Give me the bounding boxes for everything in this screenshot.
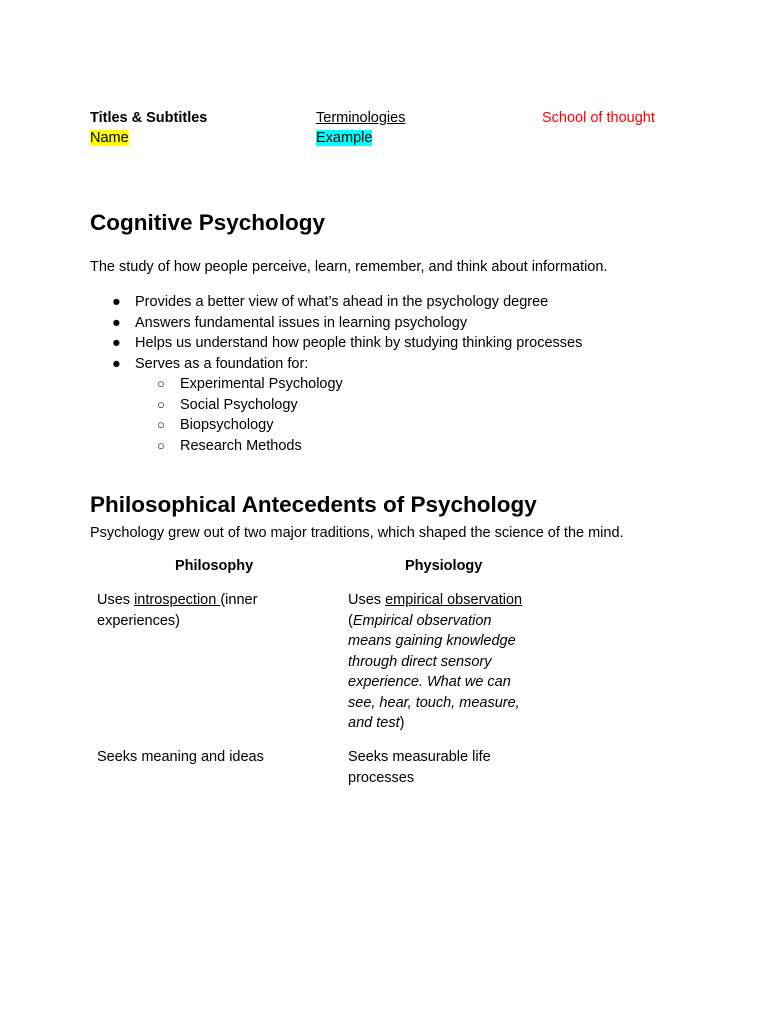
- legend-col-terminologies: [316, 108, 405, 148]
- table-cell-philosophy-goal: Seeks meaning and ideas: [97, 749, 264, 765]
- sub-list-item-text: Research Methods: [180, 437, 302, 454]
- list-item-text: Helps us understand how people think by studying thinking processes: [135, 335, 583, 351]
- table-cell-physiology-goal: Seeks measurable life processes: [348, 749, 491, 786]
- cell-text: Uses: [348, 592, 386, 608]
- empirical-definition: Empirical observation means gaining knowledge through direct sensory experience. What we can see, hear, touch, measure, and test: [348, 612, 520, 731]
- bullet-circle-icon: ○: [157, 437, 165, 453]
- table-cell-physiology-method: [348, 590, 538, 734]
- table-cell-philosophy-method: [97, 590, 287, 631]
- section-title-philosophical: Philosophical Antecedents of Psychology: [90, 492, 537, 517]
- bullet-circle-icon: ○: [157, 417, 165, 432]
- legend-col-school: [542, 108, 655, 128]
- list-item: [90, 313, 582, 334]
- list-item: [90, 333, 582, 354]
- list-item-text: Provides a better view of what’s ahead in the psychology degree: [135, 294, 549, 310]
- list-item: [90, 354, 582, 457]
- sub-list-item-text: Biopsychology: [180, 417, 274, 433]
- list-item-text: Answers fundamental issues in learning psychology: [135, 314, 468, 331]
- cognitive-bullet-list: [90, 292, 582, 456]
- legend-name: Name: [90, 130, 129, 146]
- philosophical-intro: Psychology grew out of two major traditions, which shaped the science of the mind.: [90, 525, 624, 541]
- sub-list-item-text: Experimental Psychology: [180, 376, 343, 392]
- sub-list-item: [90, 436, 582, 457]
- table-header-physiology: Physiology: [405, 558, 483, 574]
- cell-text: (: [348, 612, 353, 629]
- legend-school-of-thought: School of thought: [542, 110, 655, 126]
- bullet-circle-icon: ○: [157, 376, 165, 391]
- cognitive-definition: The study of how people perceive, learn, remember, and think about information.: [90, 259, 608, 275]
- cell-text: Uses: [97, 592, 135, 608]
- cell-text: (inner experiences): [97, 592, 258, 629]
- bullet-dot-icon: ●: [112, 335, 121, 351]
- bullet-dot-icon: ●: [112, 314, 121, 331]
- legend-terminologies: Terminologies: [316, 110, 406, 126]
- bullet-dot-icon: ●: [112, 355, 121, 372]
- legend-example: Example: [316, 130, 373, 146]
- sub-list-item: [90, 374, 582, 395]
- legend-col-titles: [90, 108, 207, 148]
- list-item: [90, 292, 582, 313]
- cell-text: ): [399, 715, 405, 731]
- bullet-dot-icon: ●: [112, 294, 121, 310]
- table-header-philosophy: Philosophy: [175, 558, 254, 574]
- legend: [90, 108, 690, 152]
- foundation-sub-list: [135, 374, 582, 456]
- sub-list-item-text: Social Psychology: [180, 396, 298, 413]
- list-item-text: Serves as a foundation for:: [135, 355, 309, 372]
- sub-list-item: [90, 415, 582, 436]
- term-empirical-observation: empirical observation: [385, 592, 523, 608]
- legend-titles-subtitles: Titles & Subtitles: [90, 110, 208, 126]
- sub-list-item: [90, 395, 582, 416]
- section-title-cognitive: Cognitive Psychology: [90, 210, 326, 235]
- bullet-circle-icon: ○: [157, 396, 165, 412]
- term-introspection: introspection: [134, 592, 221, 608]
